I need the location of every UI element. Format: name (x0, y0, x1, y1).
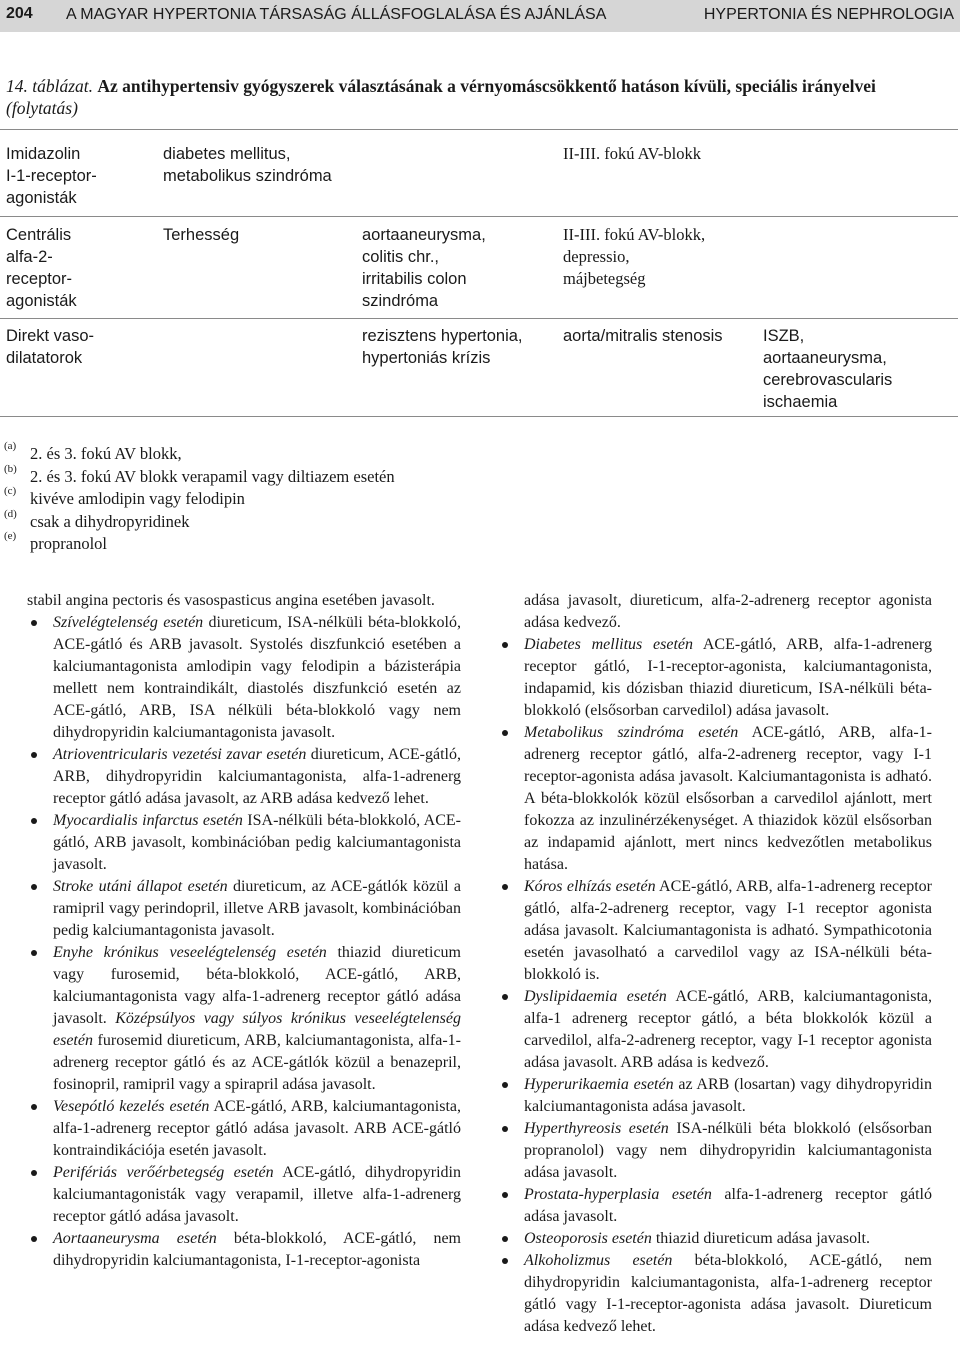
bullet-icon (502, 1236, 508, 1242)
item-heading: Stroke utáni állapot esetén (53, 878, 228, 895)
running-header (0, 0, 960, 32)
footnote (4, 530, 395, 553)
item-text: ACE-gátló, ARB, alfa-1-adrenerg receptor gátló, alfa-2-adrenerg receptor, vagy I-1 receptor-agonista adása javasolt. Kalciumantagonista is adható. A béta-blokkolók közül elsősorban a carvedilol ajánlott, mert fokozza az inzulinérzékenységet. A thiazidok közül elsősorban az indapamid ajánlott, mert nincs kedvezőtlen metabolikus hatása. (524, 724, 932, 873)
item-heading: Aortaaneurysma esetén (53, 1230, 217, 1247)
footnote (4, 463, 395, 486)
item-text: ACE-gátló, ARB, kalciumantagonista, alfa-1-adrenerg receptor gátló adása javasolt. ARB ACE-gátló kontraindikációja esetén javasolt. (53, 1098, 461, 1159)
table-cell: Centrális alfa-2- receptor- agonisták (6, 226, 77, 310)
journal-section-title: A MAGYAR HYPERTONIA TÁRSASÁG ÁLLÁSFOGLALÁSA ÉS AJÁNLÁSA (66, 6, 607, 23)
item-text: béta-blokkoló, ACE-gátló, nem dihydropyridin kalciumantagonista, I-1-receptor-agonista (53, 1230, 461, 1269)
list-item (498, 1184, 932, 1228)
item-heading: Kóros elhízás esetén (524, 878, 656, 895)
footnote-marker: (a) (4, 440, 17, 452)
bullet-icon (31, 884, 37, 890)
list-item (498, 1228, 932, 1250)
table-cell: Imidazolin I-1-receptor- agonisták (6, 145, 97, 207)
item-heading: Szívelégtelenség esetén (53, 614, 204, 631)
item-text: ACE-gátló, ARB, alfa-1-adrenerg receptor gátló, I-1-receptor-agonista, kalciumantagonista, indapamid, kis dózisban thiazid diureticum, ISA-nélküli béta-blokkoló (elsősorban carvedilol) adása javasolt. (524, 636, 933, 719)
item-heading: Dyslipidaemia esetén (524, 988, 667, 1005)
list-item (27, 942, 461, 1096)
item-heading: Prostata-hyperplasia esetén (524, 1186, 712, 1203)
table-cell: ISZB, aortaaneurysma, cerebrovascularis ischaemia (763, 327, 893, 411)
bullet-icon (502, 642, 508, 648)
list-item (27, 810, 461, 876)
paragraph: stabil angina pectoris és vasospasticus angina esetében javasolt. (27, 592, 435, 609)
table-top-rule (0, 129, 958, 130)
table-bottom-rule (0, 416, 958, 417)
table-row-divider (0, 216, 958, 217)
bullet-icon (502, 730, 508, 736)
footnote-marker: (b) (4, 462, 17, 475)
bullet-icon (502, 994, 508, 1000)
table-cell: rezisztens hypertonia, hypertoniás krízis (362, 327, 523, 367)
bullet-icon (502, 1082, 508, 1088)
item-text: diureticum, az ACE-gátlók közül a ramipril vagy perindopril, illetve ARB javasolt, kombinációban pedig kalciumantagonista javasolt. (53, 878, 461, 939)
bullet-icon (502, 1126, 508, 1132)
bullet-icon (502, 884, 508, 890)
journal-title: HYPERTONIA ÉS NEPHROLOGIA (703, 6, 954, 23)
right-text-column (498, 590, 932, 1338)
table-caption (6, 75, 956, 119)
list-item (498, 1118, 932, 1184)
footnote-text: 2. és 3. fokú AV blokk, (30, 444, 182, 463)
footnote-text: csak a dihydropyridinek (30, 511, 190, 531)
item-text: ACE-gátló, dihydropyridin kalciumantagonisták vagy verapamil, illetve alfa-1-adrenerg receptor gátló adása javasolt. (53, 1164, 461, 1225)
item-text: ISA-nélküli béta-blokkoló, ACE-gátló, ARB javasolt, kombinációban pedig kalciumantagonista javasolt. (53, 812, 462, 873)
item-heading: Perifériás verőérbetegség esetén (53, 1164, 274, 1181)
table-row-divider (0, 318, 958, 319)
item-text: ACE-gátló, ARB, alfa-1-adrenerg receptor gátló, alfa-2-adrenerg receptor, vagy I-1 receptor agonista adása javasolt. Kalciumantagonista is adható. Sympathicotonia esetén javasolható a carvedilol vagy az ISA-nélküli béta-blokkoló is. (524, 878, 932, 983)
list-item (27, 1162, 461, 1228)
list-item (27, 744, 461, 810)
list-item (27, 612, 461, 744)
footnote-marker: (d) (4, 507, 17, 520)
item-heading: Hyperthyreosis esetén (524, 1120, 669, 1137)
item-heading: Myocardialis infarctus esetén (53, 812, 243, 829)
page-number: 204 (6, 5, 33, 22)
bullet-icon (502, 1258, 508, 1264)
bullet-icon (31, 818, 37, 824)
footnote-marker: (c) (4, 485, 17, 497)
item-text: thiazid diureticum adása javasolt. (651, 1230, 870, 1247)
bullet-icon (31, 1170, 37, 1176)
table-cell: aortaaneurysma, colitis chr., irritabilis colon szindróma (362, 226, 486, 310)
item-text: alfa-1-adrenerg receptor gátló adása javasolt. (524, 1186, 933, 1225)
item-text: thiazid diureticum vagy furosemid, béta-blokkoló, ACE-gátló, ARB, kalciumantagonista vagy alfa-1-adrenerg receptor gátló adása javasolt. (53, 944, 461, 1027)
item-heading: Enyhe krónikus veseelégtelenség esetén (53, 944, 327, 961)
footnote (4, 440, 395, 463)
footnote-marker: (e) (4, 530, 17, 542)
table-cell: II-III. fokú AV-blokk (563, 144, 701, 163)
item-heading: Vesepótló kezelés esetén (53, 1098, 210, 1115)
footnote (4, 508, 395, 531)
item-text: ISA-nélküli béta blokkoló (elsősorban propranolol) vagy nem dihydropyridin kalciumantagonista adása javasolt. (524, 1120, 933, 1181)
item-heading: Alkoholizmus esetén (524, 1252, 673, 1269)
table-cell: diabetes mellitus, metabolikus szindróma (163, 145, 332, 185)
bullet-icon (31, 1104, 37, 1110)
table-number: 14. táblázat. (6, 76, 94, 96)
item-text: béta-blokkoló, ACE-gátló, nem dihydropyridin kalciumantagonista, alfa-1-adrenerg receptor gátló vagy I-1-receptor-agonista adása javasolt. Diureticum adása kedvező lehet. (524, 1252, 932, 1335)
list-item (498, 1074, 932, 1118)
footnote (4, 485, 395, 508)
table-footnotes (4, 440, 395, 553)
item-text: ACE-gátló, ARB, kalciumantagonista, alfa-1 adrenerg receptor gátló, a béta blokkolók közül a carvedilol, alfa-2-adrenerg receptor, vagy I-1 receptor agonista adása javasolt. ARB adása is kedvező. (524, 988, 933, 1071)
bullet-icon (31, 752, 37, 758)
footnote-text: kivéve amlodipin vagy felodipin (30, 489, 245, 508)
table-cell: Direkt vaso- dilatatorok (6, 327, 95, 367)
footnote-text: 2. és 3. fokú AV blokk verapamil vagy diltiazem esetén (30, 466, 395, 486)
list-item (498, 1250, 932, 1338)
item-text: diureticum, ISA-nélküli béta-blokkoló, ACE-gátló és ARB javasolt. Systolés diszfunkció esetében a kalciumantagonista amlodipin vagy felodipin a bázisterápia mellett nem kontraindikált, diastolés diszfunkció esetén az ACE-gátló, ARB, ISA nélküli béta-blokkoló vagy nem dihydropyridin kalciumantagonista javasolt. (53, 614, 461, 741)
list-item (27, 1096, 461, 1162)
bullet-list (27, 612, 461, 1272)
table-caption-suffix: (folytatás) (6, 98, 78, 118)
item-text: furosemid diureticum, ARB, kalciumantagonista, alfa-1-adrenerg receptor gátló és az ACE-gátlók közül a benazepril, fosinopril, ramipril vagy a spirapril adása javasolt. (53, 1032, 461, 1093)
item-heading: Középsúlyos vagy súlyos krónikus veseelégtelenség esetén (53, 1010, 462, 1049)
item-heading: Hyperurikaemia esetén (524, 1076, 674, 1093)
table-title: Az antihypertensiv gyógyszerek választásának a vérnyomáscsökkentő hatáson kívüli, speciális irányelvei (97, 76, 876, 96)
list-item (27, 1228, 461, 1272)
bullet-icon (31, 950, 37, 956)
bullet-icon (31, 620, 37, 626)
item-heading: Diabetes mellitus esetén (524, 636, 694, 653)
item-heading: Osteoporosis esetén (524, 1230, 652, 1247)
list-item (27, 876, 461, 942)
item-heading: Metabolikus szindróma esetén (524, 724, 739, 741)
table-cell: Terhesség (163, 226, 240, 244)
left-text-column (27, 590, 461, 1272)
paragraph: adása javasolt, diureticum, alfa-2-adrenerg receptor agonista adása kedvező. (524, 592, 932, 631)
item-heading: Atrioventricularis vezetési zavar esetén (53, 746, 307, 763)
bullet-icon (502, 1192, 508, 1198)
bullet-list (498, 634, 932, 1338)
list-item (498, 986, 932, 1074)
footnote-text: propranolol (30, 534, 107, 553)
list-item (498, 722, 932, 876)
table-cell: II-III. fokú AV-blokk, depressio, májbetegség (563, 225, 706, 288)
item-text: az ARB (losartan) vagy dihydropyridin kalciumantagonista adása javasolt. (524, 1076, 932, 1115)
item-text: diureticum, ACE-gátló, ARB, dihydropyridin kalciumantagonista, alfa-1-adrenerg receptor gátló adása javasolt, az ARB adása kedvező lehet. (53, 746, 462, 807)
table-cell: aorta/mitralis stenosis (563, 327, 723, 345)
list-item (498, 876, 932, 986)
bullet-icon (31, 1236, 37, 1242)
list-item (498, 634, 932, 722)
